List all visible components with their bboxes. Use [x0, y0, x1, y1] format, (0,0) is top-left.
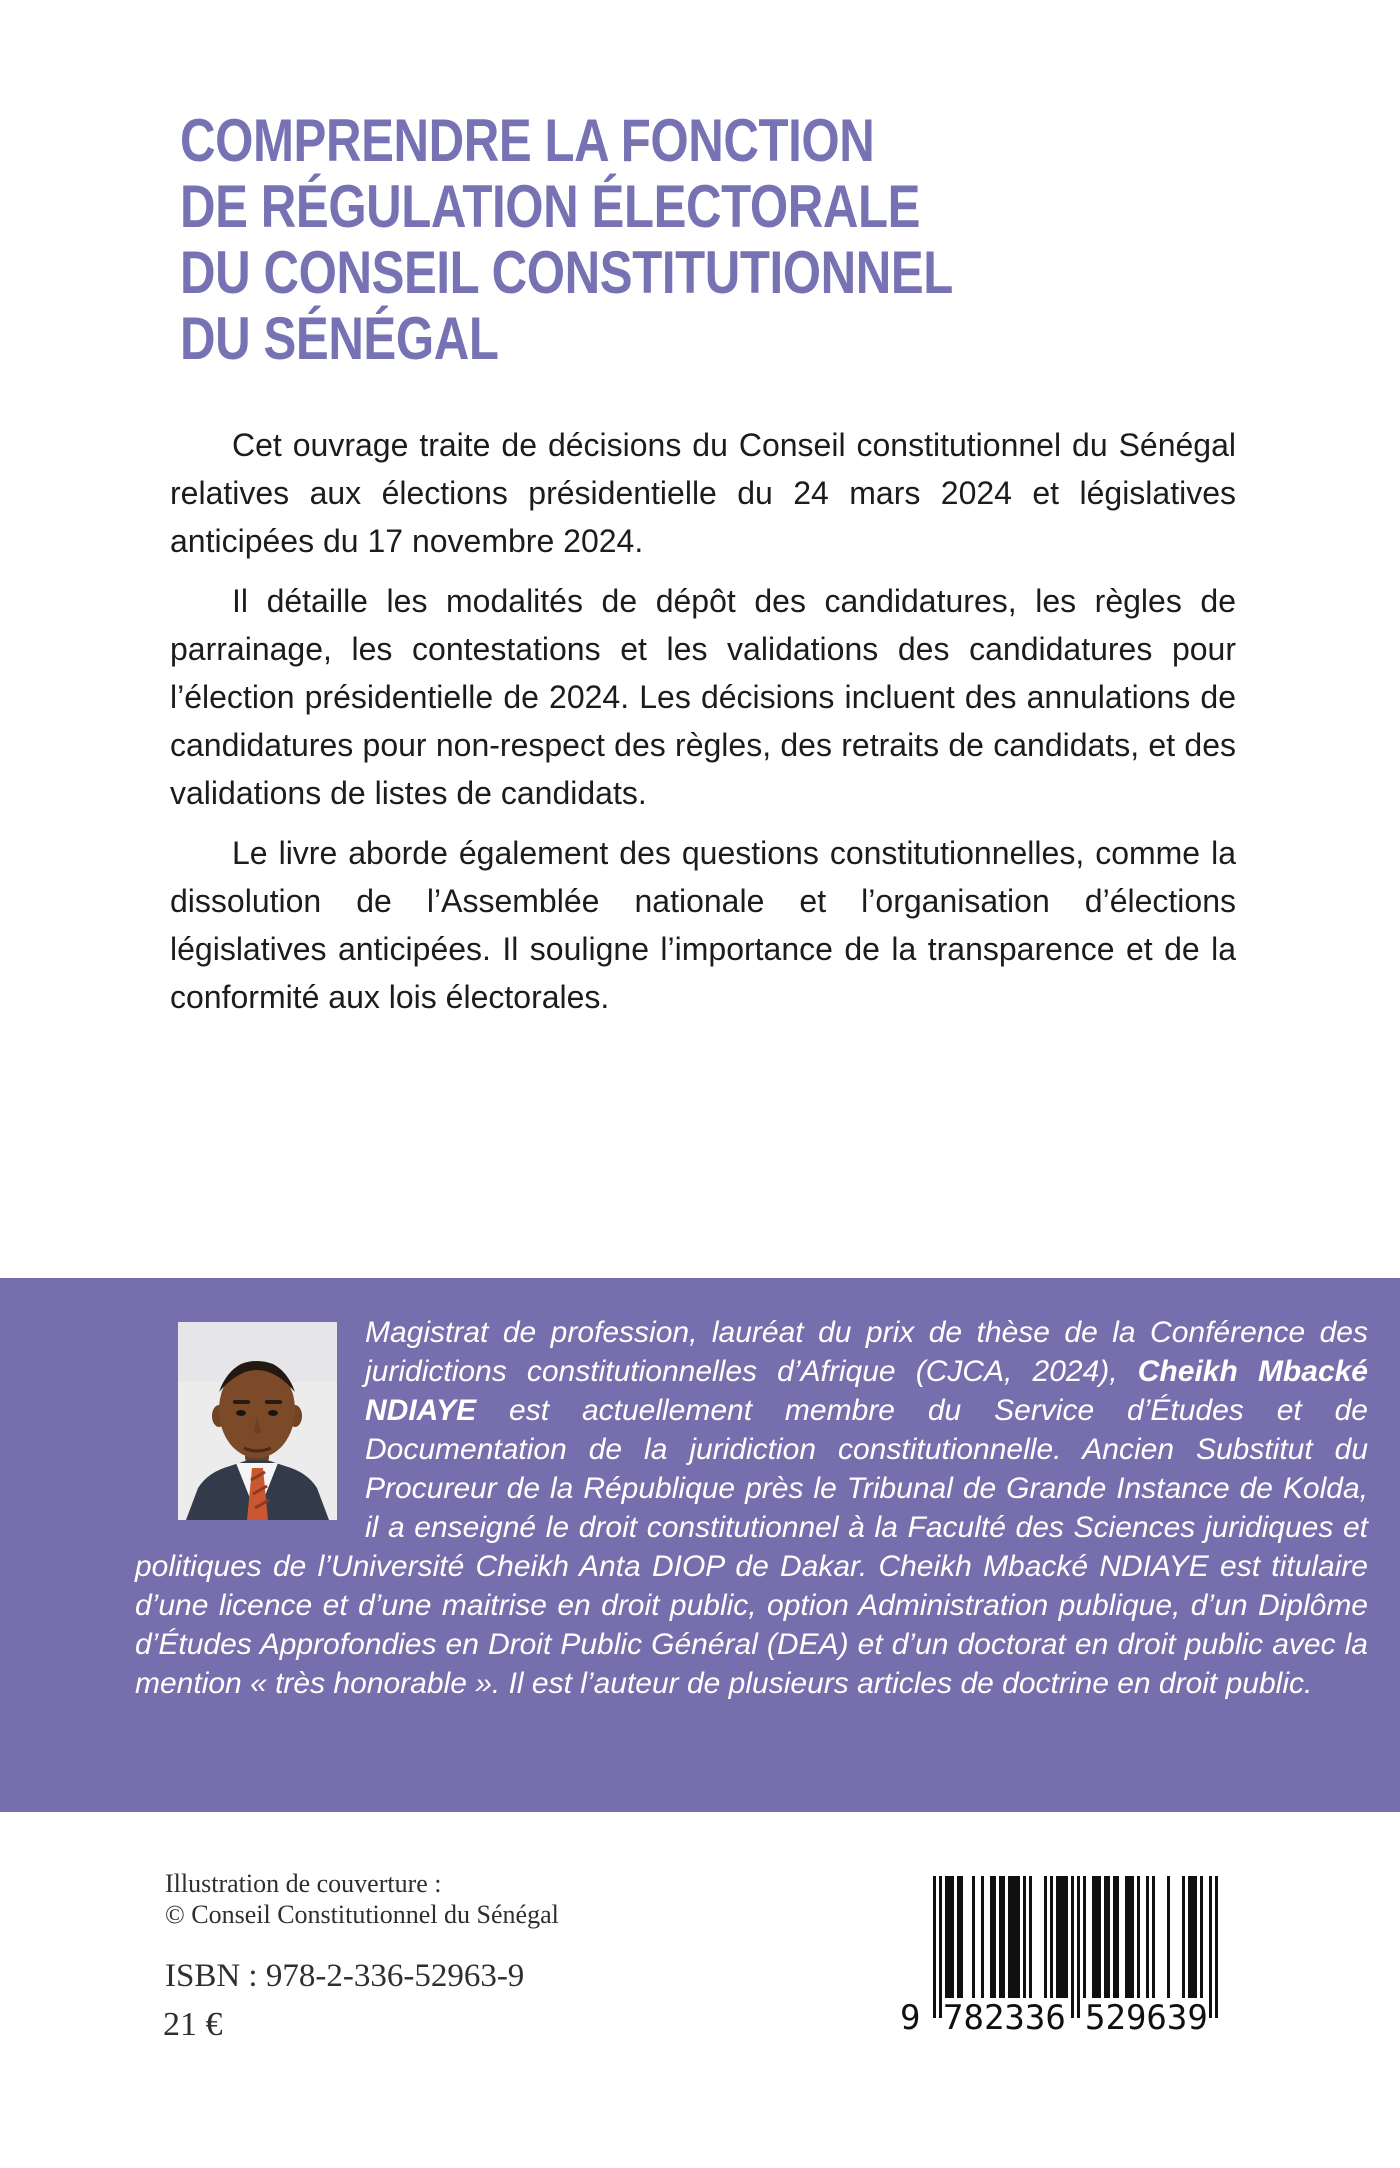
- synopsis-paragraph-3: Le livre aborde également des questions constitutionnelles, comme la dissolution de l’Assemblée nationale et l’organisation d’élections législatives anticipées. Il souligne l’importance de la transparence et de la conformité aux lois électorales.: [170, 835, 1236, 1015]
- title-line-3: DU CONSEIL CONSTITUTIONNEL: [180, 239, 953, 306]
- barcode-digit-group-3: 529639: [1085, 1998, 1208, 2038]
- bio-text-segment: est actuellement membre du Service d’Études et de Documentation de la juridiction constitutionnelle. Ancien Substitut du Procureur de la République près le Tribunal de Grande Instance de Kolda, il a enseigné le droit constitutionnel à la Faculté des Sciences juridiques et politiques de l’Université Cheikh Anta DIOP de Dakar. Cheikh Mbacké NDIAYE est titulaire d’une licence et d’une maitrise en droit public, option Administration publique, d’un Diplôme d’Études Approfondies en Droit Public Général (DEA) et d’un doctorat en droit public avec la mention « très honorable ». Il est l’auteur de plusieurs articles de doctrine en droit public.: [135, 1394, 1368, 1700]
- title-line-1: COMPRENDRE LA FONCTION: [180, 107, 875, 174]
- synopsis-paragraph-2: Il détaille les modalités de dépôt des candidatures, les règles de parrainage, les contestations et les validations des candidatures pour l’élection présidentielle de 2024. Les décisions incluent des annulations de candidatures pour non-respect des règles, des retraits de candidats, et des validations de listes de candidats.: [170, 583, 1236, 811]
- author-name: Cheikh Mbacké NDIAYE: [365, 1355, 1368, 1427]
- title-line-2: DE RÉGULATION ÉLECTORALE: [180, 173, 921, 240]
- barcode: [898, 1876, 1228, 2038]
- cover-illustration-credit: [165, 1868, 559, 1930]
- bio-text-segment: Magistrat de profession, lauréat du prix de thèse de la Conférence des juridictions constitutionnelles d’Afrique (CJCA, 2024),: [365, 1316, 1368, 1388]
- author-bio-text: [0, 1278, 1400, 1703]
- barcode-digit-group-1: 9: [900, 1998, 921, 2038]
- author-photo: [178, 1322, 337, 1520]
- synopsis-paragraph-1: Cet ouvrage traite de décisions du Conseil constitutionnel du Sénégal relatives aux élections présidentielle du 24 mars 2024 et législatives anticipées du 17 novembre 2024.: [170, 427, 1236, 559]
- isbn-text: ISBN : 978-2-336-52963-9: [165, 1958, 525, 1994]
- synopsis: [170, 421, 1236, 1033]
- title-line-4: DU SÉNÉGAL: [180, 305, 499, 372]
- barcode-digit-group-2: 782336: [943, 1998, 1066, 2038]
- title-block: [180, 108, 1123, 372]
- author-portrait-illustration: [178, 1322, 337, 1520]
- author-bio-band: [0, 1278, 1400, 1812]
- price-text: 21 €: [163, 2006, 223, 2043]
- illustration-credit-line-1: Illustration de couverture :: [165, 1869, 442, 1898]
- illustration-credit-line-2: © Conseil Constitutionnel du Sénégal: [165, 1900, 559, 1929]
